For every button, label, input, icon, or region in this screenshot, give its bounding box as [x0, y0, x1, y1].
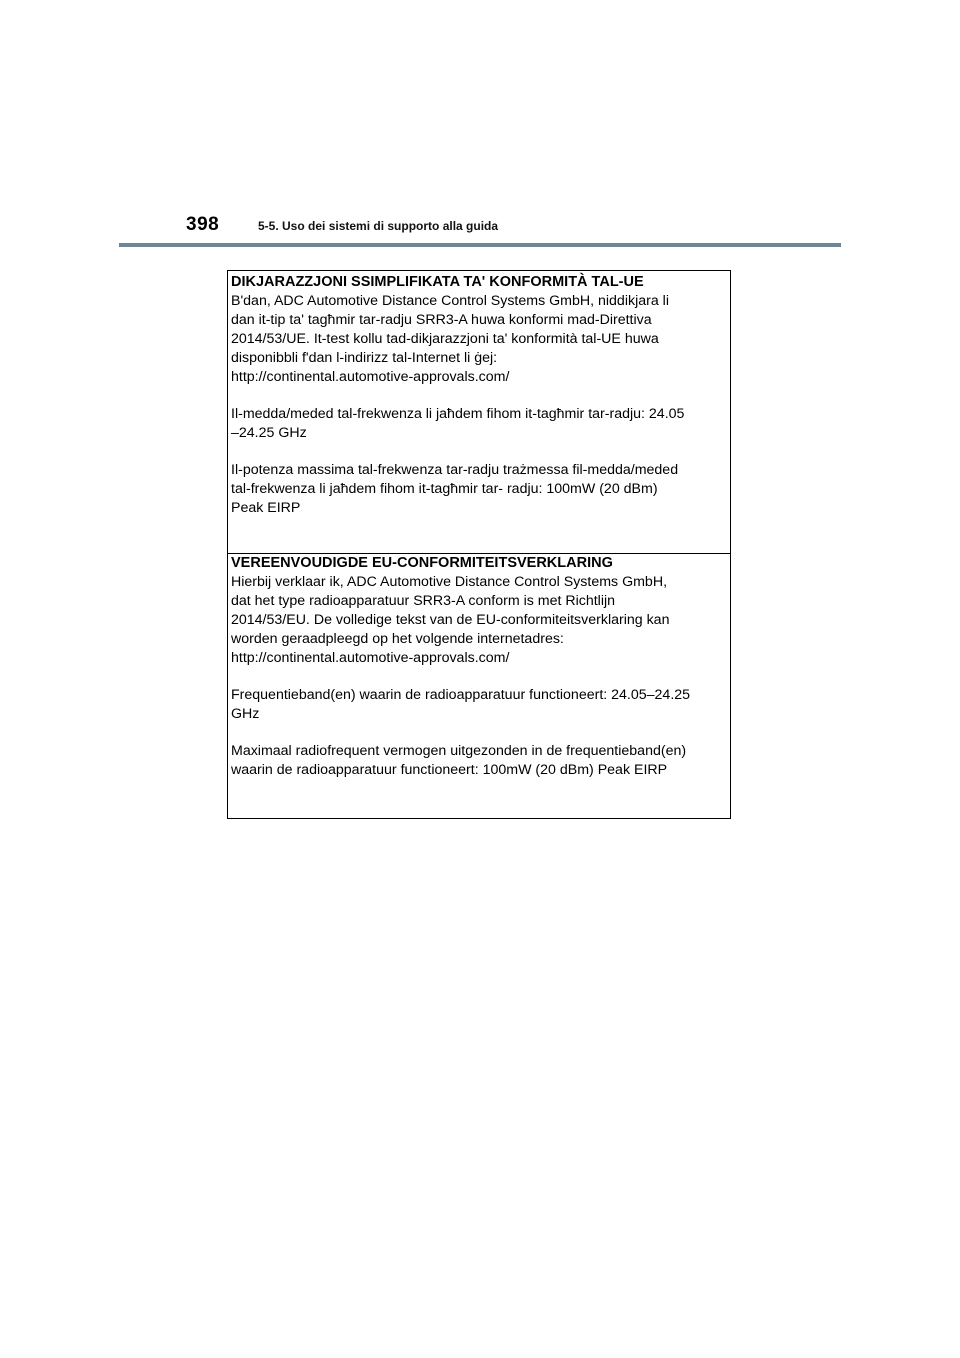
declaration-heading: DIKJARAZZJONI SSIMPLIFIKATA TA' KONFORMITÀ TAL-UE: [231, 274, 644, 290]
declaration-paragraph: Hierbij verklaar ik, ADC Automotive Distance Control Systems GmbH, dat het type radioapparatuur SRR3-A conform is met Richtlijn 2014/53/EU. De volledige tekst van de EU-conformiteitsverklaring kan worden geraadpleegd op het volgende internetadres: http://continental.automotive-approvals.com/: [231, 574, 670, 666]
declaration-paragraph: B'dan, ADC Automotive Distance Control Systems GmbH, niddikjara li dan it-tip ta' tagħmir tar-radju SRR3-A huwa konformi mad-Direttiva 2014/53/UE. It-test kollu tad-dikjarazzjoni ta' konformità tal-UE huwa disponibbli f'dan l-indirizz tal-Internet li ġej: http://continental.automotive-approvals.com/: [231, 293, 669, 385]
header-divider: [119, 243, 841, 247]
page-number: 398: [186, 214, 220, 235]
frequency-band-paragraph: Frequentieband(en) waarin de radioapparatuur functioneert: 24.05–24.25 GHz: [231, 687, 691, 722]
declaration-box: [227, 270, 731, 819]
dutch-declaration: [228, 553, 730, 798]
declaration-heading: VEREENVOUDIGDE EU-CONFORMITEITSVERKLARING: [231, 555, 613, 571]
max-power-paragraph: Maximaal radiofrequent vermogen uitgezonden in de frequentieband(en) waarin de radioapparatuur functioneert: 100mW (20 dBm) Peak EIRP: [231, 743, 687, 778]
maltese-declaration: [228, 273, 730, 536]
frequency-band-paragraph: Il-medda/meded tal-frekwenza li jaħdem fihom it-tagħmir tar-radju: 24.05 –24.25 GHz: [231, 406, 685, 441]
max-power-paragraph: Il-potenza massima tal-frekwenza tar-radju trażmessa fil-medda/meded tal-frekwenza li jaħdem fihom it-tagħmir tar- radju: 100mW (20 dBm) Peak EIRP: [231, 462, 679, 516]
section-title: 5-5. Uso dei sistemi di supporto alla guida: [258, 219, 499, 233]
